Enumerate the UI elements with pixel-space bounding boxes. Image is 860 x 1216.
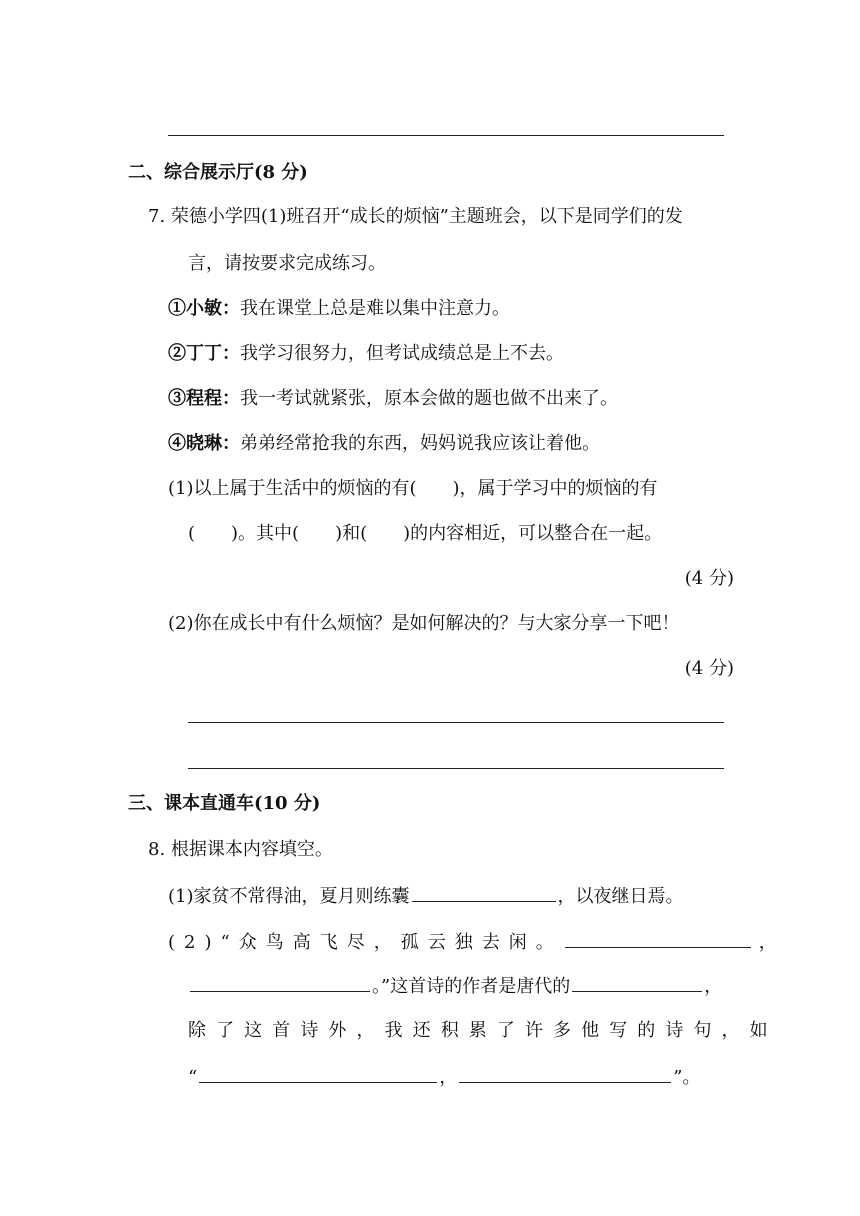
comma: ， — [439, 1067, 458, 1088]
answer-line-1[interactable] — [188, 722, 724, 723]
section-2-title: 二、综合展示厅(8 分) — [128, 162, 308, 183]
statement-text: 我在课堂上总是难以集中注意力。 — [240, 298, 510, 319]
fill-blank[interactable] — [565, 929, 751, 948]
statement-text: 弟弟经常抢我的东西，妈妈说我应该让着他。 — [240, 433, 600, 454]
q8-sub1 — [168, 883, 684, 909]
q7-sub1-line2: ( )。其中( )和( )的内容相近，可以整合在一起。 — [188, 523, 663, 544]
fill-blank[interactable] — [459, 1064, 671, 1083]
q7-statement-2 — [168, 342, 564, 366]
q7-statement-4 — [168, 432, 600, 456]
q8-sub2-line2 — [188, 973, 722, 999]
speaker-xiaomin: ①小敏： — [168, 298, 240, 319]
fill-blank[interactable] — [190, 973, 370, 992]
q8-sub2-line4 — [188, 1064, 700, 1090]
q7-stem-line2: 言，请按要求完成练习。 — [188, 253, 386, 274]
q8-sub2-comma: ， — [758, 932, 777, 953]
q8-sub2-line3: 除了这首诗外，我还积累了许多他写的诗句，如 — [188, 1020, 778, 1041]
fill-blank[interactable] — [412, 883, 556, 902]
q8-sub2-line1 — [168, 929, 777, 955]
section-3-title: 三、课本直通车(10 分) — [128, 793, 321, 814]
q7-statement-3 — [168, 387, 618, 411]
open-quote: “ — [188, 1067, 198, 1088]
answer-line-2[interactable] — [188, 768, 724, 769]
q8-stem: 8. 根据课本内容填空。 — [148, 839, 333, 860]
statement-text: 我一考试就紧张，原本会做的题也做不出来了。 — [240, 388, 618, 409]
q8-sub2-line2-end: ， — [704, 976, 723, 997]
q8-sub2-prefix: (2)“众鸟高飞尽，孤云独去闲。 — [168, 932, 563, 953]
q8-sub1-prefix: (1)家贫不常得油，夏月则练囊 — [168, 886, 410, 907]
speaker-xiaolin: ④晓琳： — [168, 433, 240, 454]
speaker-chengcheng: ③程程： — [168, 388, 240, 409]
answer-line-top[interactable] — [168, 135, 724, 136]
q7-sub2-text: (2)你在成长中有什么烦恼？是如何解决的？与大家分享一下吧！ — [168, 613, 680, 634]
speaker-dingding: ②丁丁： — [168, 343, 240, 364]
close-quote: ”。 — [673, 1067, 701, 1088]
q7-sub1-line1: (1)以上属于生活中的烦恼的有( )，属于学习中的烦恼的有 — [168, 478, 658, 499]
q8-sub1-suffix: ，以夜继日焉。 — [557, 886, 684, 907]
q7-sub2-score: (4 分) — [684, 658, 734, 679]
q7-sub1-score: (4 分) — [684, 568, 734, 589]
q7-stem-line1: 7. 荣德小学四(1)班召开“成长的烦恼”主题班会，以下是同学们的发 — [148, 206, 683, 227]
statement-text: 我学习很努力，但考试成绩总是上不去。 — [240, 343, 564, 364]
fill-blank[interactable] — [572, 973, 702, 992]
q7-statement-1 — [168, 297, 510, 321]
fill-blank[interactable] — [199, 1064, 437, 1083]
q8-sub2-line2-mid: 。”这首诗的作者是唐代的 — [372, 976, 571, 997]
